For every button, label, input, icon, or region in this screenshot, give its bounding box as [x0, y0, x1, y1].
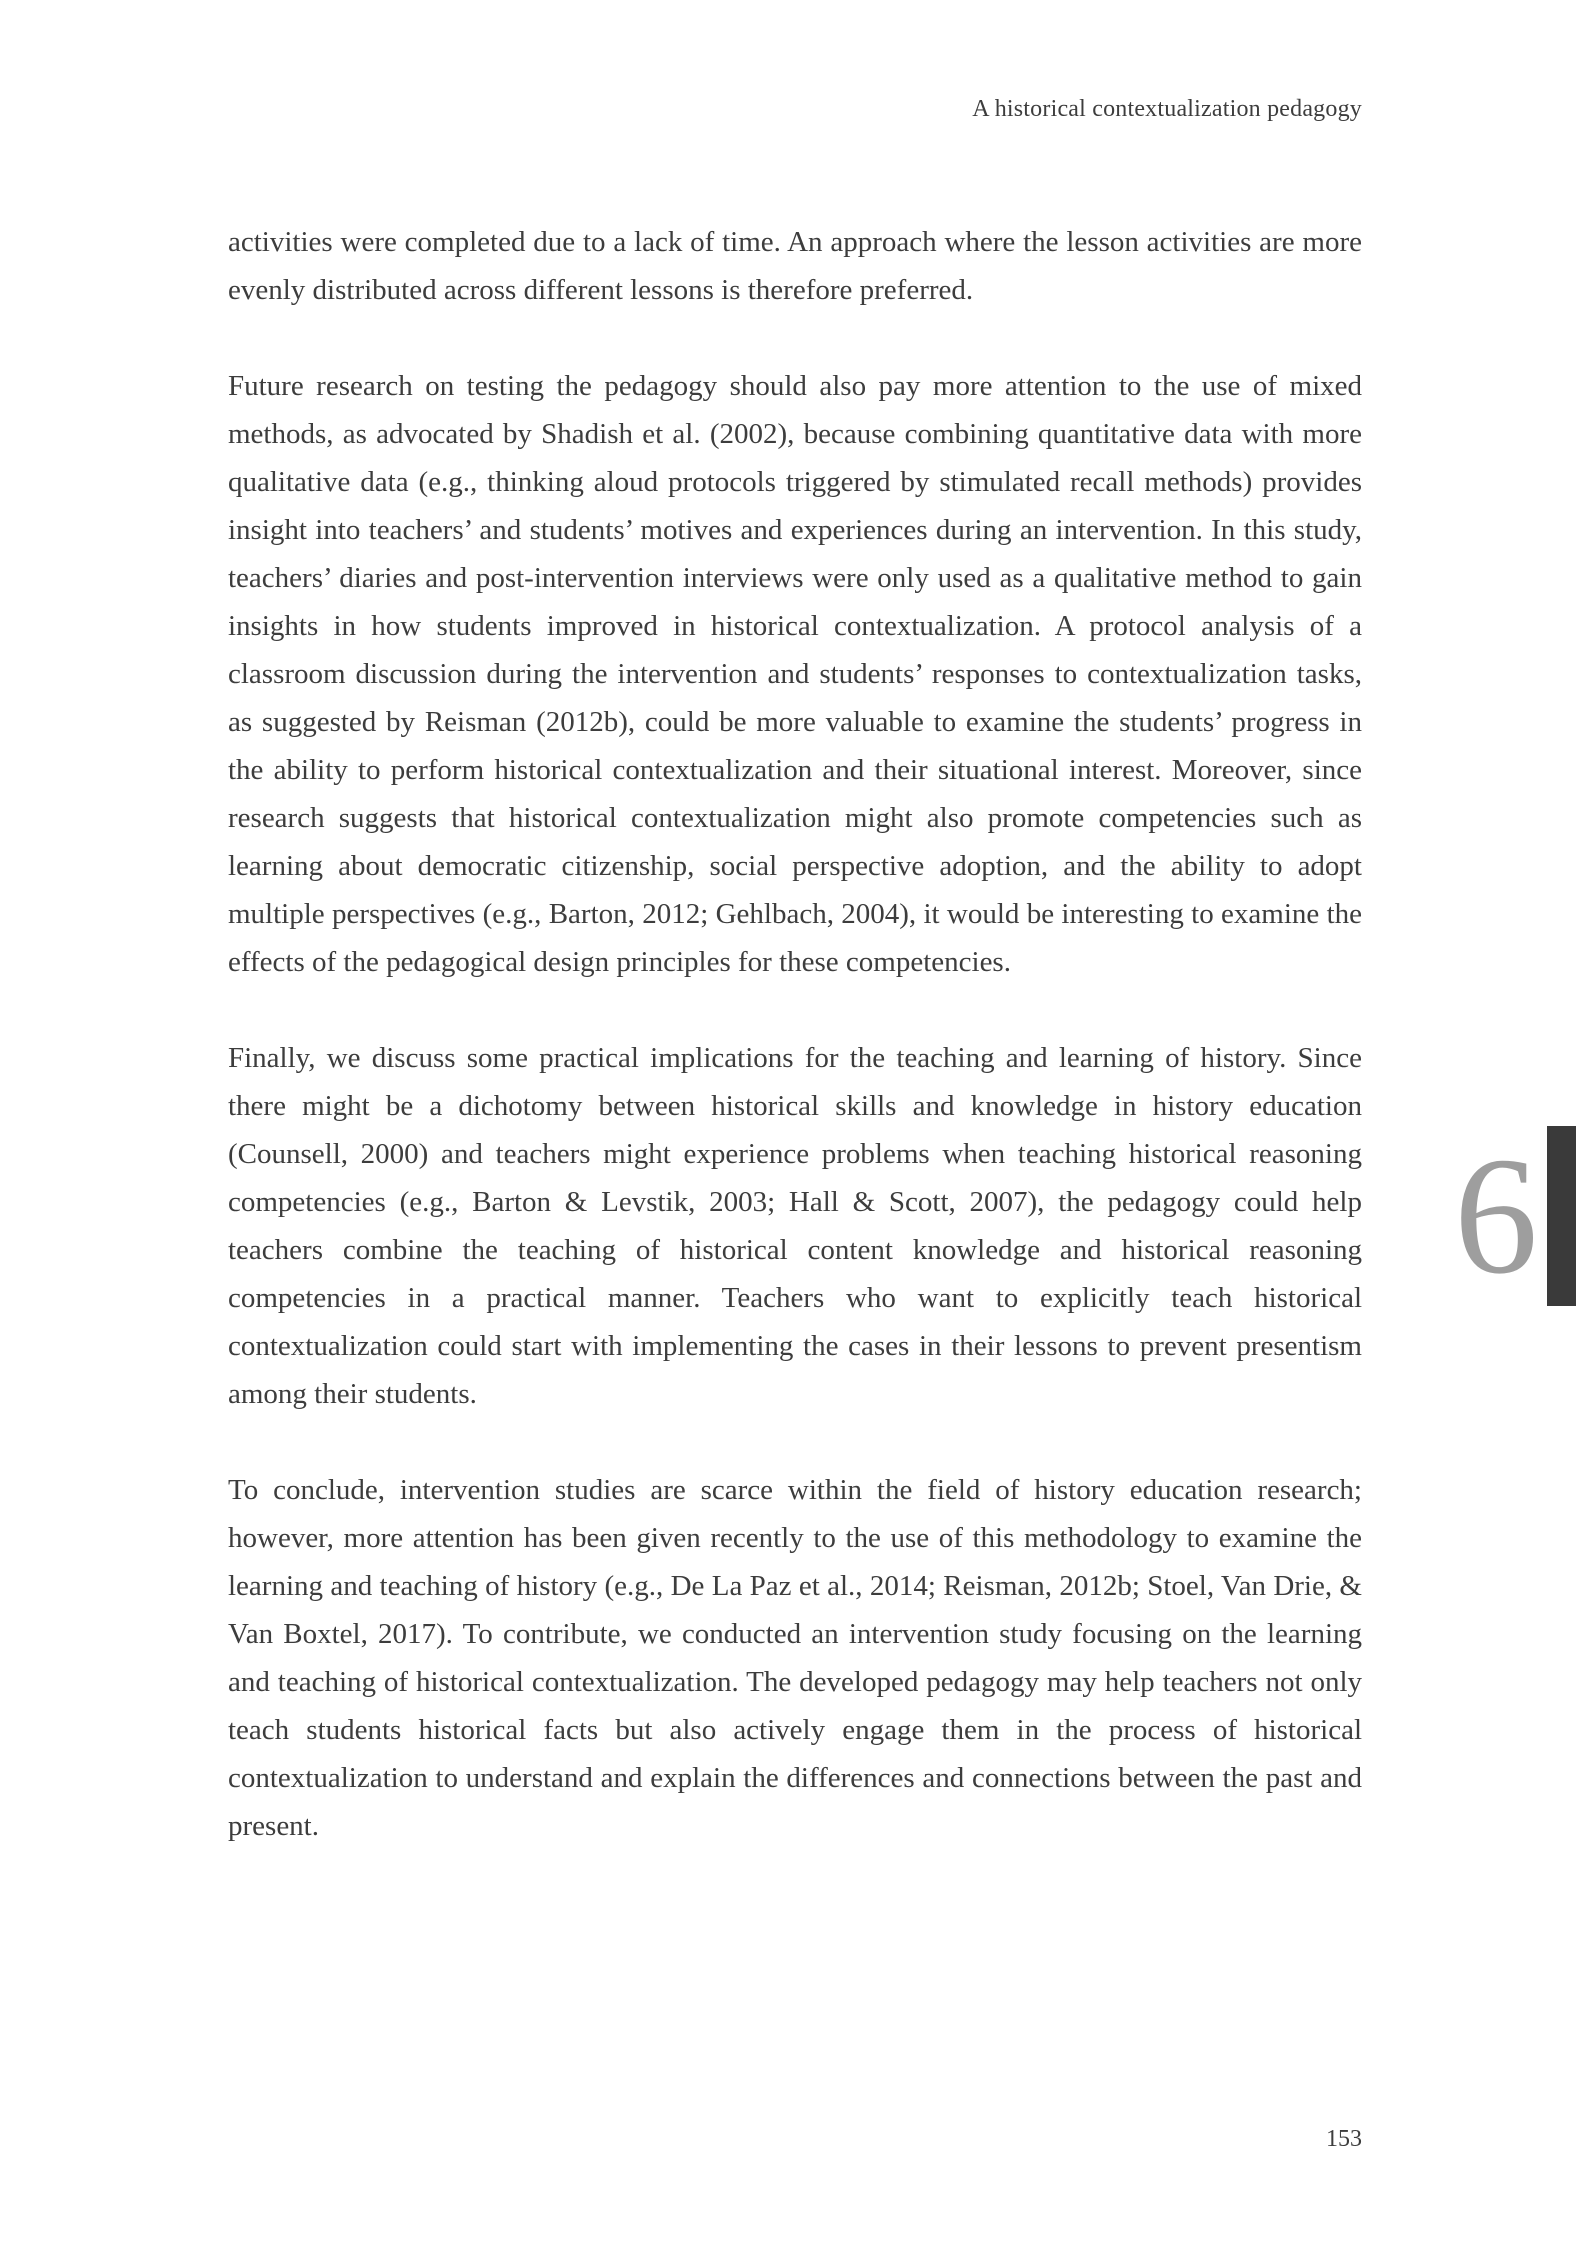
running-header [228, 96, 1362, 123]
running-header-title: A historical contextualization pedagogy [972, 96, 1362, 122]
paragraph-3: Finally, we discuss some practical implications for the teaching and learning of history. Since there might be a dichotomy between historical skills and knowledge in history education (Counsell, 2000) and teachers might experience problems when teaching historical reasoning competencies (e.g., Barton & Levstik, 2003; Hall & Scott, 2007), the pedagogy could help teachers combine the teaching of historical content knowledge and historical reasoning competencies in a practical manner. Teachers who want to explicitly teach historical contextualization could start with implementing the cases in their lessons to prevent presentism among their students. [228, 1042, 1362, 1410]
chapter-tab [1454, 1123, 1582, 1309]
chapter-number: 6 [1454, 1123, 1538, 1309]
paragraph-4: To conclude, intervention studies are scarce within the field of history education research; however, more attention has been given recently to the use of this methodology to examine the learning and teaching of history (e.g., De La Paz et al., 2014; Reisman, 2012b; Stoel, Van Drie, & Van Boxtel, 2017). To contribute, we conducted an intervention study focusing on the learning and teaching of historical contextualization. The developed pedagogy may help teachers not only teach students historical facts but also actively engage them in the process of historical contextualization to understand and explain the differences and connections between the past and present. [228, 1474, 1362, 1842]
paragraph-1: activities were completed due to a lack of time. An approach where the lesson activities are more evenly distributed across different lessons is therefore preferred. [228, 226, 1362, 306]
page-body [228, 218, 1362, 1898]
chapter-tab-bar [1547, 1126, 1576, 1306]
paragraph-2: Future research on testing the pedagogy should also pay more attention to the use of mixed methods, as advocated by Shadish et al. (2002), because combining quantitative data with more qualitative data (e.g., thinking aloud protocols triggered by stimulated recall methods) provides insight into teachers’ and students’ motives and experiences during an intervention. In this study, teachers’ diaries and post-intervention interviews were only used as a qualitative method to gain insights in how students improved in historical contextualization. A protocol analysis of a classroom discussion during the intervention and students’ responses to contextualization tasks, as suggested by Reisman (2012b), could be more valuable to examine the students’ progress in the ability to perform historical contextualization and their situational interest. Moreover, since research suggests that historical contextualization might also promote competencies such as learning about democratic citizenship, social perspective adoption, and the ability to adopt multiple perspectives (e.g., Barton, 2012; Gehlbach, 2004), it would be interesting to examine the effects of the pedagogical design principles for these competencies. [228, 370, 1362, 978]
page-number: 153 [1326, 2126, 1362, 2152]
